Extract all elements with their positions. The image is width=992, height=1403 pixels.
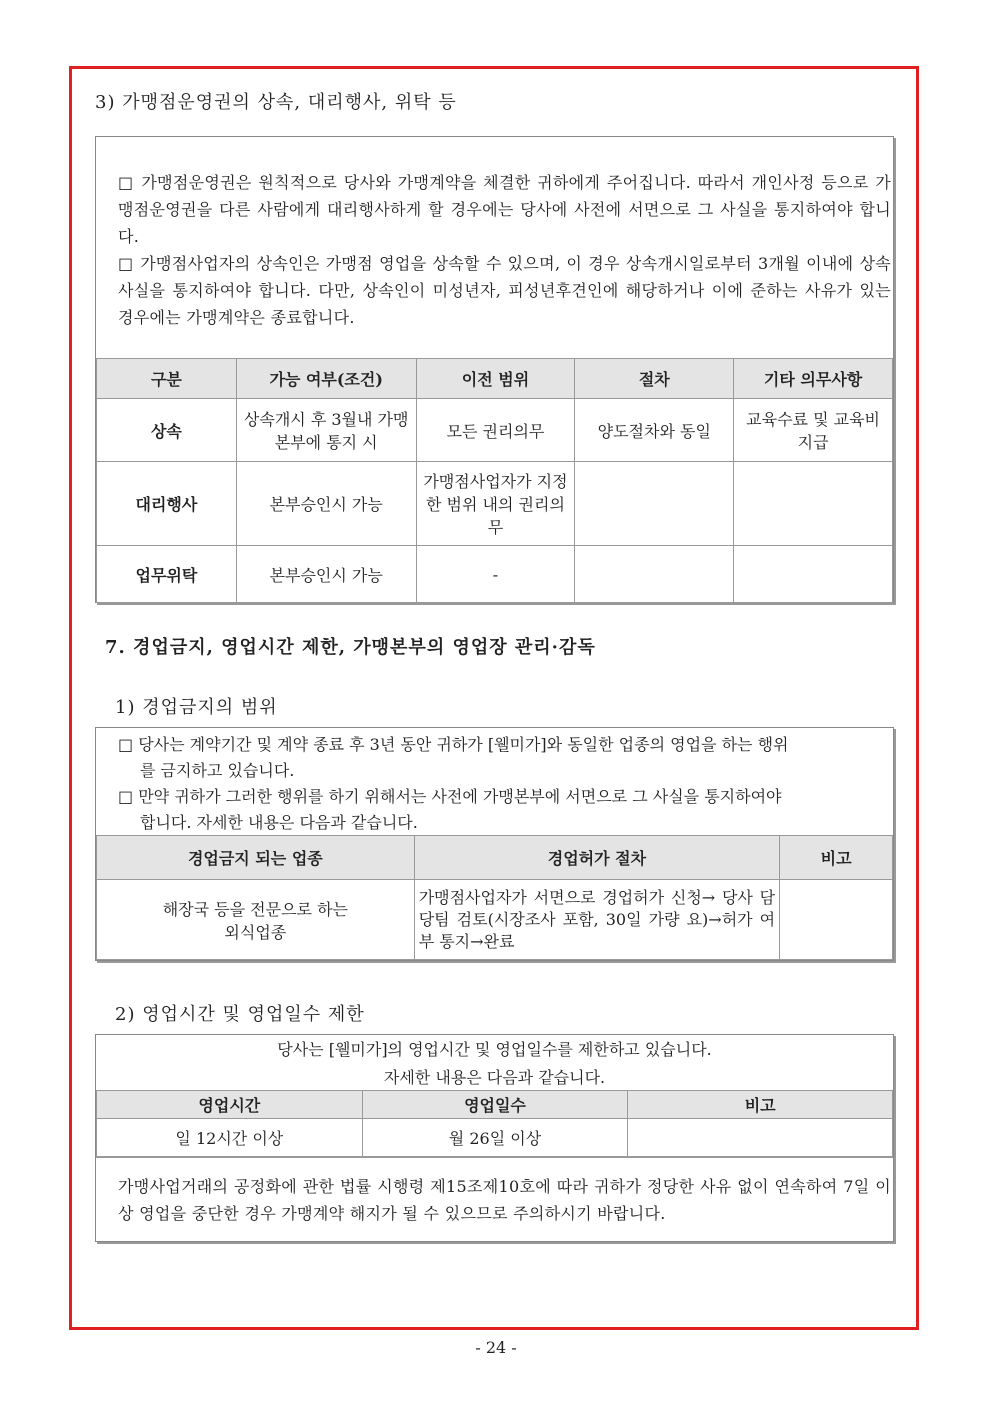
col-header: 가능 여부(조건) [236, 359, 416, 399]
table-row [97, 462, 893, 546]
table-cell: 가맹점사업자가 서면으로 경업허가 신청→ 당사 담당팀 검토(시장조사 포함, 30일 가량 요)→허가 여부 통지→완료 [414, 880, 779, 960]
inheritance-para-2: □ 가맹점사업자의 상속인은 가맹점 영업을 상속할 수 있으며, 이 경우 상속개시일로부터 3개월 이내에 상속사실을 통지하여야 합니다. 다만, 상속인이 미성년자, 피성년후견인에 해당하거나 이에 준하는 사유가 있는 경우에는 가맹계약은 종료합니다. [118, 254, 891, 327]
section-7-heading: 7. 경업금지, 영업시간 제한, 가맹본부의 영업장 관리·감독 [105, 637, 596, 658]
col-header: 비고 [628, 1091, 893, 1119]
section-3-heading: 3) 가맹점운영권의 상속, 대리행사, 위탁 등 [95, 92, 457, 113]
table-cell [734, 462, 893, 546]
table-cell [780, 880, 893, 960]
hours-heading: 2) 영업시간 및 영업일수 제한 [115, 1004, 365, 1025]
col-header: 영업일수 [362, 1091, 628, 1119]
table-cell [734, 546, 893, 603]
table-cell [628, 1119, 893, 1157]
table-cell: 상속 [97, 399, 237, 462]
col-header: 영업시간 [97, 1091, 363, 1119]
table-cell: 일 12시간 이상 [97, 1119, 363, 1157]
table-cell: 본부승인시 가능 [236, 546, 416, 603]
table-cell: 본부승인시 가능 [236, 462, 416, 546]
noncompete-heading: 1) 경업금지의 범위 [115, 697, 278, 718]
table-cell: - [416, 546, 575, 603]
table-cell: 업무위탁 [97, 546, 237, 603]
col-header: 절차 [575, 359, 734, 399]
inheritance-para-1: □ 가맹점운영권은 원칙적으로 당사와 가맹계약을 체결한 귀하에게 주어집니다. 따라서 개인사정 등으로 가맹점운영권을 다른 사람에게 대리행사하게 할 경우에는 당사에 사전에 서면으로 그 사실을 통지하여야 합니다. [118, 173, 891, 246]
noncompete-para-1-cont: 를 금지하고 있습니다. [140, 761, 295, 780]
table-cell: 월 26일 이상 [362, 1119, 628, 1157]
hours-note: 가맹사업거래의 공정화에 관한 법률 시행령 제15조제10호에 따라 귀하가 정당한 사유 없이 연속하여 7일 이상 영업을 중단한 경우 가맹계약 해지가 될 수 있으므로 주의하시기 바랍니다. [118, 1177, 891, 1223]
noncompete-box [95, 727, 894, 961]
inheritance-table [96, 358, 893, 603]
table-cell: 해장국 등을 전문으로 하는 외식업종 [97, 880, 415, 960]
col-header: 이전 범위 [416, 359, 575, 399]
table-cell [575, 546, 734, 603]
table-cell: 모든 권리의무 [416, 399, 575, 462]
table-cell: 상속개시 후 3월내 가맹본부에 통지 시 [236, 399, 416, 462]
table-row [97, 399, 893, 462]
col-header: 기타 의무사항 [734, 359, 893, 399]
inheritance-box [95, 136, 894, 603]
col-header: 구분 [97, 359, 237, 399]
table-row [97, 880, 893, 960]
table-cell: 대리행사 [97, 462, 237, 546]
hours-box [95, 1034, 894, 1242]
page-number: - 24 - [475, 1338, 517, 1357]
col-header: 경업금지 되는 업종 [97, 836, 415, 880]
table-row [97, 1119, 893, 1157]
hours-intro-2: 자세한 내용은 다음과 같습니다. [383, 1068, 606, 1087]
col-header: 비고 [780, 836, 893, 880]
noncompete-para-2-cont: 합니다. 자세한 내용은 다음과 같습니다. [140, 813, 418, 832]
table-row [97, 546, 893, 603]
noncompete-para-1: □ 당사는 계약기간 및 계약 종료 후 3년 동안 귀하가 [웰미가]와 동일한 업종의 영업을 하는 행위 [118, 735, 789, 754]
table-cell [575, 462, 734, 546]
table-cell: 가맹점사업자가 지정한 범위 내의 권리의무 [416, 462, 575, 546]
noncompete-table [96, 835, 893, 960]
hours-intro-1: 당사는 [웰미가]의 영업시간 및 영업일수를 제한하고 있습니다. [277, 1040, 712, 1059]
col-header: 경업허가 절차 [414, 836, 779, 880]
noncompete-para-2: □ 만약 귀하가 그러한 행위를 하기 위해서는 사전에 가맹본부에 서면으로 그 사실을 통지하여야 [118, 787, 782, 806]
table-cell: 교육수료 및 교육비 지급 [734, 399, 893, 462]
hours-table [96, 1090, 893, 1157]
table-cell: 양도절차와 동일 [575, 399, 734, 462]
